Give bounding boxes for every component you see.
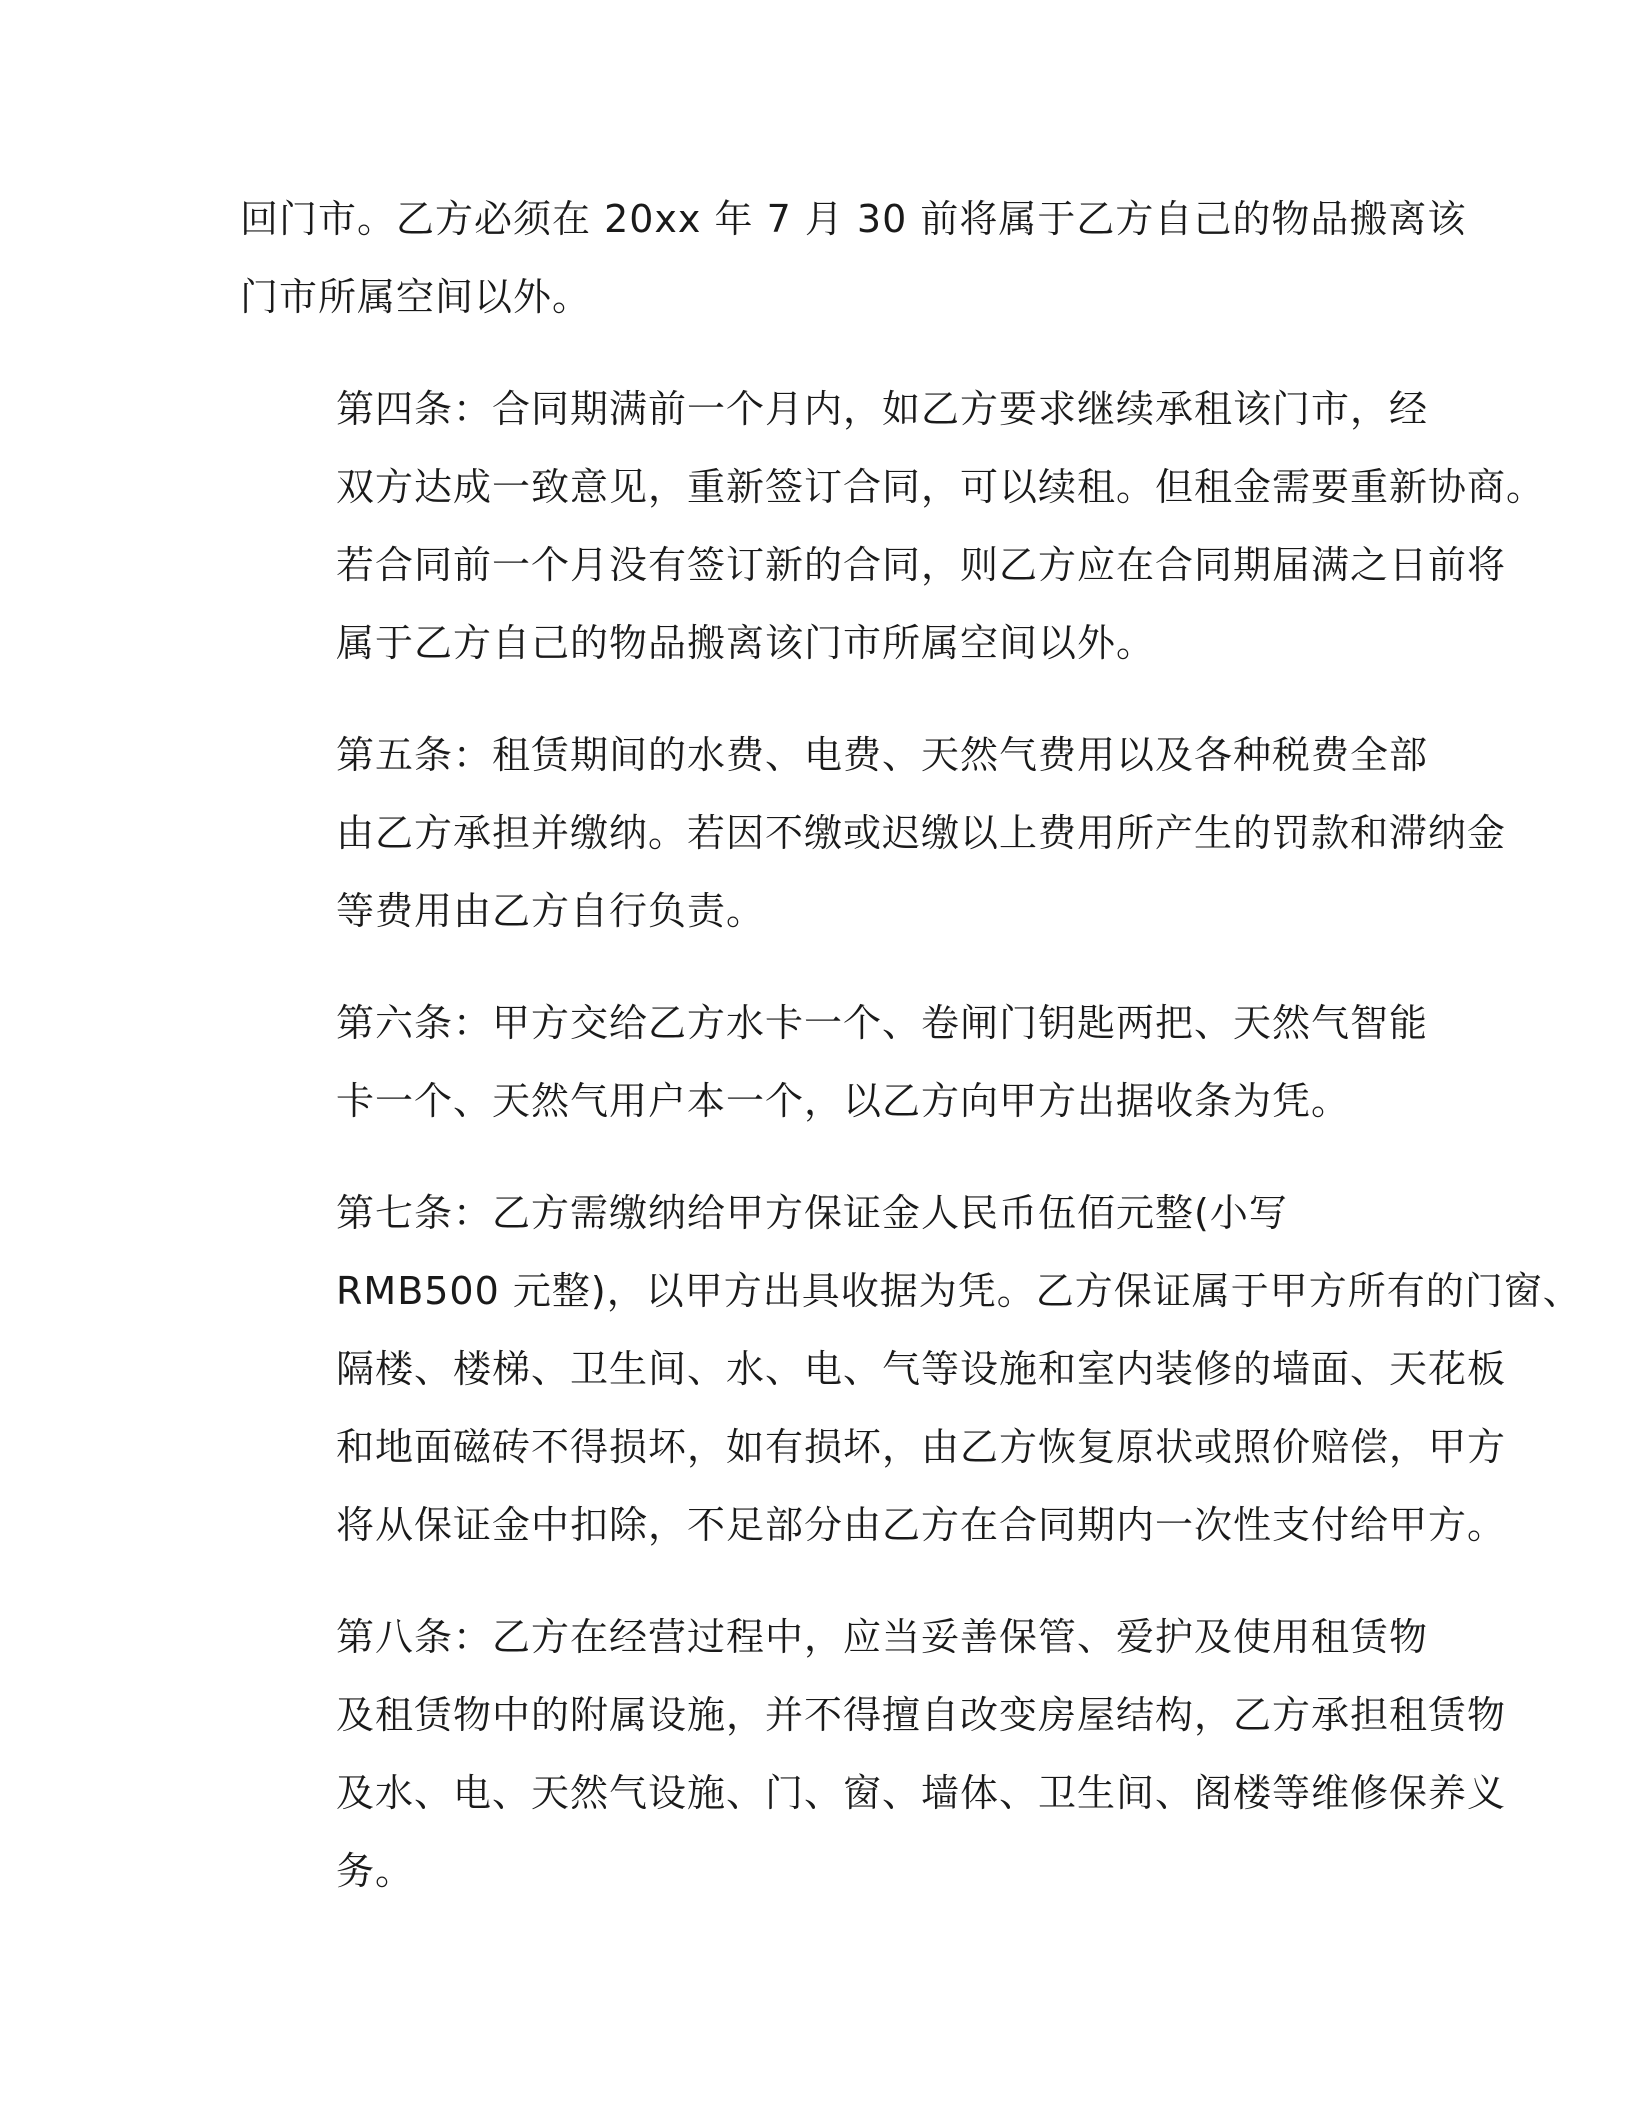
text-line: 回门市。乙方必须在 20xx 年 7 月 30 前将属于乙方自己的物品搬离该: [240, 197, 1467, 241]
text-line: 第七条：乙方需缴纳给甲方保证金人民币伍佰元整(小写: [336, 1191, 1288, 1235]
text-line: 第五条：租赁期间的水费、电费、天然气费用以及各种税费全部: [336, 733, 1429, 777]
paragraph-continuation: [240, 180, 1467, 336]
paragraph-article-4: [240, 370, 1546, 682]
text-line: 若合同前一个月没有签订新的合同，则乙方应在合同期届满之日前将: [336, 543, 1507, 587]
document-body: [240, 180, 1582, 1944]
paragraph-article-7: [240, 1174, 1582, 1564]
text-line: 务。: [336, 1849, 415, 1893]
paragraph-article-6: [240, 984, 1429, 1140]
text-line: 第八条：乙方在经营过程中，应当妥善保管、爱护及使用租赁物: [336, 1615, 1429, 1659]
paragraph-article-5: [240, 716, 1507, 950]
text-line: RMB500 元整)，以甲方出具收据为凭。乙方保证属于甲方所有的门窗、: [336, 1269, 1582, 1313]
text-line: 双方达成一致意见，重新签订合同，可以续租。但租金需要重新协商。: [336, 465, 1546, 509]
text-line: 和地面磁砖不得损坏，如有损坏，由乙方恢复原状或照价赔偿，甲方: [336, 1425, 1507, 1469]
text-line: 及水、电、天然气设施、门、窗、墙体、卫生间、阁楼等维修保养义: [336, 1771, 1507, 1815]
text-line: 门市所属空间以外。: [240, 275, 592, 319]
text-line: 由乙方承担并缴纳。若因不缴或迟缴以上费用所产生的罚款和滞纳金: [336, 811, 1507, 855]
text-line: 及租赁物中的附属设施，并不得擅自改变房屋结构，乙方承担租赁物: [336, 1693, 1507, 1737]
text-line: 等费用由乙方自行负责。: [336, 889, 766, 933]
text-line: 将从保证金中扣除，不足部分由乙方在合同期内一次性支付给甲方。: [336, 1503, 1507, 1547]
text-line: 属于乙方自己的物品搬离该门市所属空间以外。: [336, 621, 1156, 665]
text-line: 隔楼、楼梯、卫生间、水、电、气等设施和室内装修的墙面、天花板: [336, 1347, 1507, 1391]
text-line: 第六条：甲方交给乙方水卡一个、卷闸门钥匙两把、天然气智能: [336, 1001, 1429, 1045]
text-line: 第四条：合同期满前一个月内，如乙方要求继续承租该门市，经: [336, 387, 1429, 431]
text-line: 卡一个、天然气用户本一个，以乙方向甲方出据收条为凭。: [336, 1079, 1351, 1123]
paragraph-article-8: [240, 1598, 1507, 1910]
